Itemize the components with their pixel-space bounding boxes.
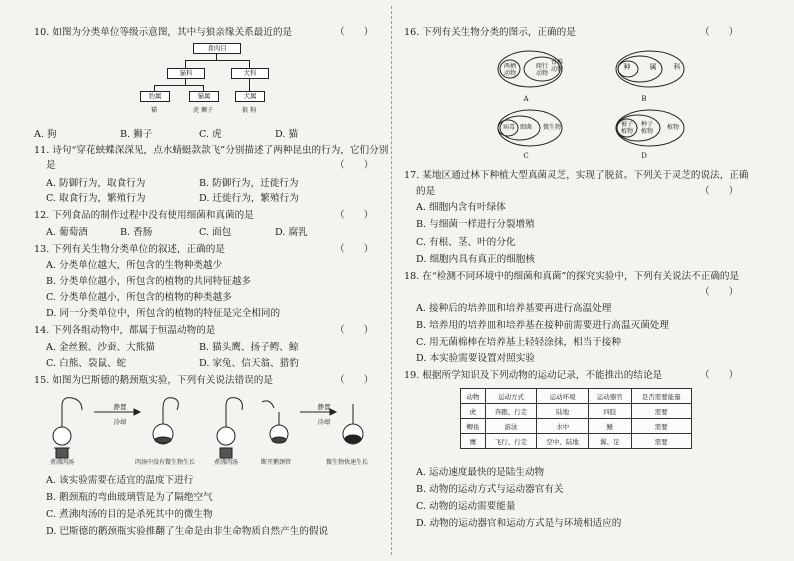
- label-cool-2: 冷却: [317, 418, 331, 426]
- q17-option-c: C. 有根、茎、叶的分化: [416, 237, 516, 248]
- q10-answer-paren: （ ）: [335, 27, 374, 38]
- q15-option-b: B. 鹅颈瓶的弯曲玻璃管是为了隔绝空气: [46, 492, 213, 503]
- label-still-1: 静置: [113, 403, 127, 411]
- q19-stem: 19. 根据所学知识及下列动物的运动记录，不能推出的结论是: [404, 370, 663, 381]
- table-header-cell: 运动方式: [485, 389, 537, 404]
- q17-option-d: D. 细胞内具有真正的细胞核: [416, 254, 535, 265]
- q14-option-a: A. 金丝猴、沙蚕、大熊猫: [46, 342, 155, 353]
- table-row: [461, 404, 692, 419]
- q14-option-b: B. 猫头鹰、扬子鳄、鲸: [199, 342, 299, 353]
- venn-c-virus: 病毒: [502, 124, 515, 131]
- q15-option-d: D. 巴斯德的鹅颈瓶实验推翻了生命是由非生命物质自然产生的假说: [46, 526, 329, 537]
- right-column: [400, 0, 760, 561]
- table-cell: 水中: [537, 419, 589, 434]
- q18-option-b: B. 培养用的培养皿和培养基在接种前需要进行高温灭菌处理: [416, 320, 669, 331]
- q10-option-d: D. 猫: [275, 129, 299, 140]
- species-3: 狼 狗: [242, 107, 256, 114]
- q17-option-b: B. 与细菌一样进行分裂增殖: [416, 219, 535, 230]
- q18-option-c: C. 用无菌棉棒在培养基上轻轻涂抹，相当于接种: [416, 337, 621, 348]
- q17-stem-cont: 的是: [416, 186, 436, 197]
- q12-option-a: A. 葡萄酒: [46, 227, 88, 238]
- family-box-1: 猫科: [167, 68, 205, 79]
- table-cell: 翼、足: [588, 434, 631, 449]
- venn-a-amphibian: 两栖 动物: [503, 63, 516, 77]
- q11-option-a: A. 防御行为，取食行为: [46, 178, 146, 189]
- species-2: 虎 狮子: [193, 107, 213, 114]
- label-microbe-growth: 微生物快速生长: [325, 459, 368, 466]
- q18-option-a: A. 接种后的培养皿和培养基要再进行高温处理: [416, 303, 612, 314]
- table-header-cell: 是否需要能量: [631, 389, 692, 404]
- q10-stem: 10. 如图为分类单位等级示意图，其中与狼亲缘关系最近的是: [34, 27, 293, 38]
- q12-option-b: B. 香肠: [120, 227, 153, 238]
- venn-d-seed-plant: 种子 植物: [640, 121, 653, 135]
- q12-stem: 12. 下列食品的制作过程中没有使用细菌和真菌的是: [34, 210, 254, 221]
- q17-option-a: A. 细胞内含有叶绿体: [416, 202, 506, 213]
- table-cell: 鲫鱼: [461, 419, 486, 434]
- table-cell: 需要: [631, 404, 692, 419]
- q10-option-a: A. 狗: [34, 129, 57, 140]
- genus-box-3: 犬属: [235, 91, 265, 102]
- table-cell: 虎: [461, 404, 486, 419]
- q13-option-d: D. 同一分类单位中，所包含的植物的特征是完全相同的: [46, 308, 281, 319]
- q11-option-c: C. 取食行为，繁殖行为: [46, 193, 146, 204]
- label-cool-1: 冷却: [113, 418, 127, 426]
- q11-stem: 11. 诗句“穿花蛱蝶深深见，点水蜻蜓款款飞”分别描述了两种昆虫的行为，它们分别: [34, 145, 389, 156]
- q18-answer-paren: （ ）: [700, 287, 739, 298]
- q14-answer-paren: （ ）: [335, 325, 374, 336]
- q15-stem: 15. 如图为巴斯德的鹅颈瓶实验，下列有关说法错误的是: [34, 375, 273, 386]
- family-box-2: 犬科: [231, 68, 269, 79]
- order-box: 食肉目: [193, 43, 241, 54]
- q15-option-a: A. 该实验需要在适宜的温度下进行: [46, 475, 194, 486]
- q11-answer-paren: （ ）: [335, 160, 374, 171]
- venn-d-angiosperm: 被子 植物: [620, 121, 633, 135]
- q17-answer-paren: （ ）: [700, 186, 739, 197]
- species-1: 猫: [150, 107, 157, 114]
- table-cell: 空中、陆地: [537, 434, 589, 449]
- venn-c-caption: C: [523, 152, 529, 160]
- q13-option-c: C. 分类单位越小，所包含的植物的种类越多: [46, 292, 232, 303]
- venn-c-bacteria: 细菌: [519, 124, 532, 131]
- column-divider: [391, 6, 392, 555]
- table-cell: 鳍: [588, 419, 631, 434]
- q18-stem: 18. 在“检测不同环境中的细菌和真菌”的探究实验中，下列有关说法不正确的是: [404, 271, 740, 282]
- flask-experiment-drawing: [38, 390, 368, 465]
- table-cell: 陆地: [537, 404, 589, 419]
- q19-option-a: A. 运动速度最快的是陆生动物: [416, 467, 545, 478]
- q17-stem: 17. 某地区通过林下种植大型真菌灵芝，实现了脱贫。下列关于灵芝的说法，正确: [404, 170, 749, 181]
- label-still-2: 静置: [317, 403, 331, 411]
- table-row: [461, 434, 692, 449]
- label-boil-2: 煮沸肉汤: [213, 459, 238, 466]
- venn-a-vertebrate: 脊椎 动物: [550, 59, 563, 73]
- q13-option-a: A. 分类单位越大，所包含的生物种类越少: [46, 260, 223, 271]
- venn-b-family: 科: [673, 63, 681, 71]
- venn-d-plant: 植物: [666, 124, 679, 131]
- venn-c-microbe: 微生物: [542, 124, 561, 131]
- q18-option-d: D. 本实验需要设置对照实验: [416, 353, 535, 364]
- table-cell: 四肢: [588, 404, 631, 419]
- q19-motion-table: [460, 388, 692, 449]
- q16-venn-diagrams: [490, 44, 770, 164]
- venn-b-species: 种: [623, 63, 631, 71]
- table-header-cell: 运动器官: [588, 389, 631, 404]
- genus-box-1: 豹属: [140, 91, 170, 102]
- table-cell: 需要: [631, 419, 692, 434]
- q11-option-b: B. 防御行为，迁徙行为: [199, 178, 299, 189]
- q11-stem-cont: 是: [46, 160, 56, 171]
- table-cell: 飞行、行走: [485, 434, 537, 449]
- q16-stem: 16. 下列有关生物分类的图示，正确的是: [404, 27, 576, 38]
- label-boil-1: 煮沸肉汤: [49, 459, 74, 466]
- q12-answer-paren: （ ）: [335, 210, 374, 221]
- q10-option-c: C. 虎: [199, 129, 222, 140]
- venn-a-caption: A: [523, 95, 529, 103]
- q13-stem: 13. 下列有关生物分类单位的叙述，正确的是: [34, 244, 225, 255]
- label-break-neck: 断开鹅颈管: [260, 459, 291, 466]
- genus-box-2: 猫属: [189, 91, 219, 102]
- table-header-cell: 运动环境: [537, 389, 589, 404]
- q11-option-d: D. 迁徙行为，繁殖行为: [199, 193, 299, 204]
- venn-b-caption: B: [641, 95, 647, 103]
- table-header-cell: 动物: [461, 389, 486, 404]
- table-cell: 奔跑、行走: [485, 404, 537, 419]
- venn-d-caption: D: [641, 152, 647, 160]
- q14-option-c: C. 白熊、袋鼠、蛇: [46, 358, 127, 369]
- table-row: [461, 419, 692, 434]
- table-cell: 需要: [631, 434, 692, 449]
- q19-answer-paren: （ ）: [700, 370, 739, 381]
- q19-option-b: B. 动物的运动方式与运动器官有关: [416, 484, 564, 495]
- q10-option-b: B. 狮子: [120, 129, 153, 140]
- q14-option-d: D. 家兔、信天翁、猎豹: [199, 358, 299, 369]
- venn-b-genus: 属: [649, 63, 657, 71]
- q13-answer-paren: （ ）: [335, 244, 374, 255]
- q16-answer-paren: （ ）: [700, 27, 739, 38]
- label-no-microbes: 肉汤中没有微生物生长: [134, 459, 195, 466]
- left-column: [30, 0, 389, 561]
- q13-option-b: B. 分类单位越小，所包含的植物的共同特征越多: [46, 276, 252, 287]
- q12-option-c: C. 面包: [199, 227, 232, 238]
- q15-option-c: C. 煮沸肉汤的目的是杀死其中的微生物: [46, 509, 213, 520]
- venn-a-reptile: 爬行 动物: [535, 63, 548, 77]
- q14-stem: 14. 下列各组动物中，都属于恒温动物的是: [34, 325, 216, 336]
- table-cell: 鹰: [461, 434, 486, 449]
- q19-option-d: D. 动物的运动器官和运动方式是与环境相适应的: [416, 518, 622, 529]
- q19-option-c: C. 动物的运动需要能量: [416, 501, 516, 512]
- table-header-row: [461, 389, 692, 404]
- table-cell: 游泳: [485, 419, 537, 434]
- q15-answer-paren: （ ）: [335, 375, 374, 386]
- q12-option-d: D. 腐乳: [275, 227, 308, 238]
